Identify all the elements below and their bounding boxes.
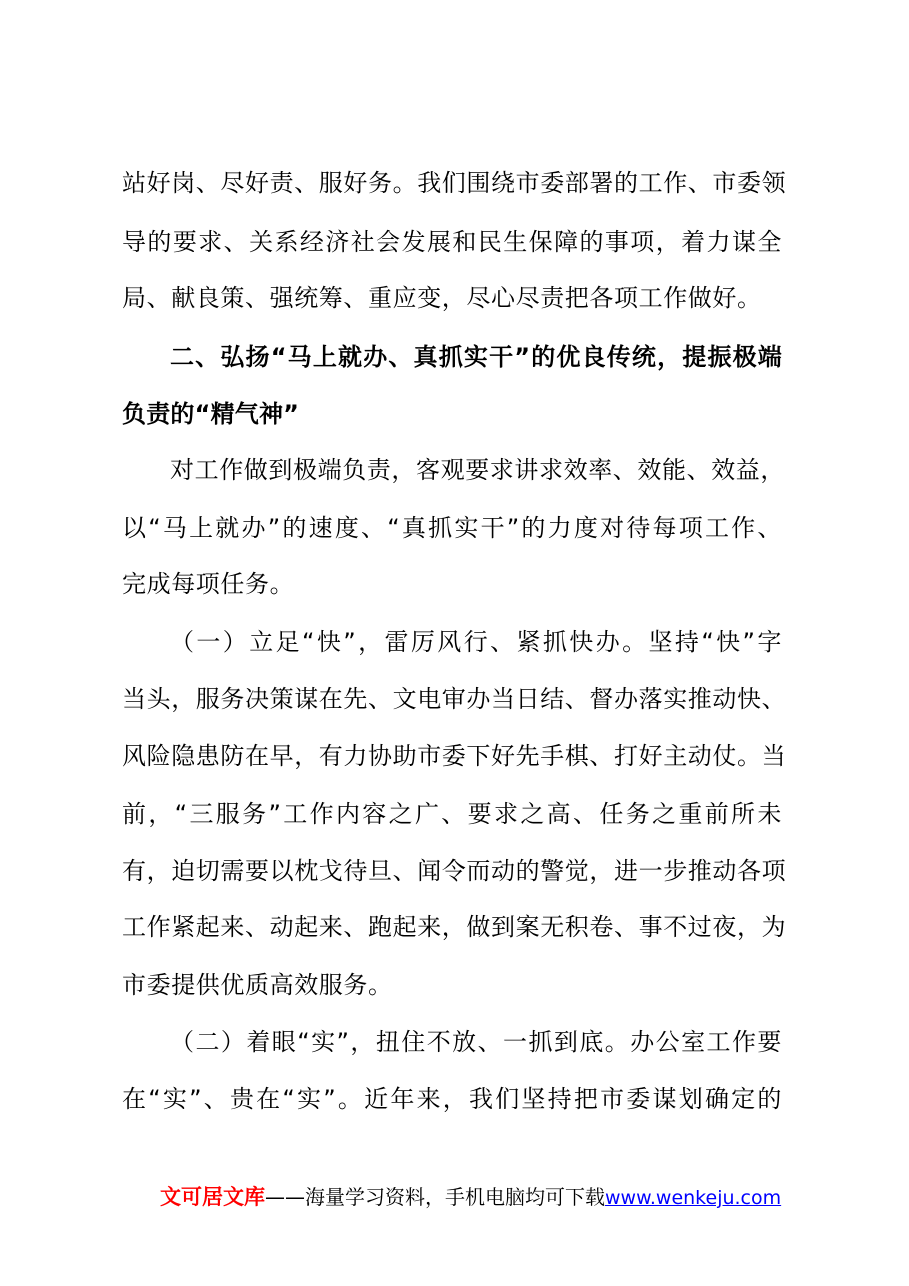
body-line: 在“实”、贵在“实”。近年来，我们坚持把市委谋划确定的 [122,1085,782,1113]
body-line: 风险隐患防在早，有力协助市委下好先手棋、打好主动仗。当 [122,742,787,770]
body-line: 完成每项任务。 [122,570,295,598]
body-line: 导的要求、关系经济社会发展和民生保障的事项，着力谋全 [122,228,782,256]
body-line: 前，“三服务”工作内容之广、要求之高、任务之重前所未 [122,800,782,828]
footer-slogan: ——海量学习资料，手机电脑均可下载 [265,1185,605,1209]
section-heading-cont: 负责的“精气神” [122,400,300,428]
footer-url-link[interactable]: www.wenkeju.com [605,1187,782,1209]
body-line: 有，迫切需要以枕戈待旦、闻令而动的警觉，进一步推动各项 [122,857,787,885]
body-line: 当头，服务决策谋在先、文电审办当日结、督办落实推动快、 [122,685,787,713]
body-line: 工作紧起来、动起来、跑起来，做到案无积卷、事不过夜，为 [122,913,787,941]
section-heading: 二、弘扬“马上就办、真抓实干”的优良传统，提振极端 [170,343,782,371]
body-line: 局、献良策、强统筹、重应变，尽心尽责把各项工作做好。 [122,284,762,312]
subsection-line: （一）立足“快”，雷厉风行、紧抓快办。坚持“快”字 [170,628,782,656]
subsection-line: （二）着眼“实”，扭住不放、一抓到底。办公室工作要 [170,1028,782,1056]
body-line: 市委提供优质高效服务。 [122,971,393,999]
footer-banner [160,1182,780,1212]
body-line: 以“马上就办”的速度、“真抓实干”的力度对待每项工作、 [122,514,782,542]
body-line: 对工作做到极端负责，客观要求讲求效率、效能、效益， [170,456,785,484]
footer-brand: 文可居文库 [160,1185,265,1209]
body-line: 站好岗、尽好责、服好务。我们围绕市委部署的工作、市委领 [122,169,787,197]
